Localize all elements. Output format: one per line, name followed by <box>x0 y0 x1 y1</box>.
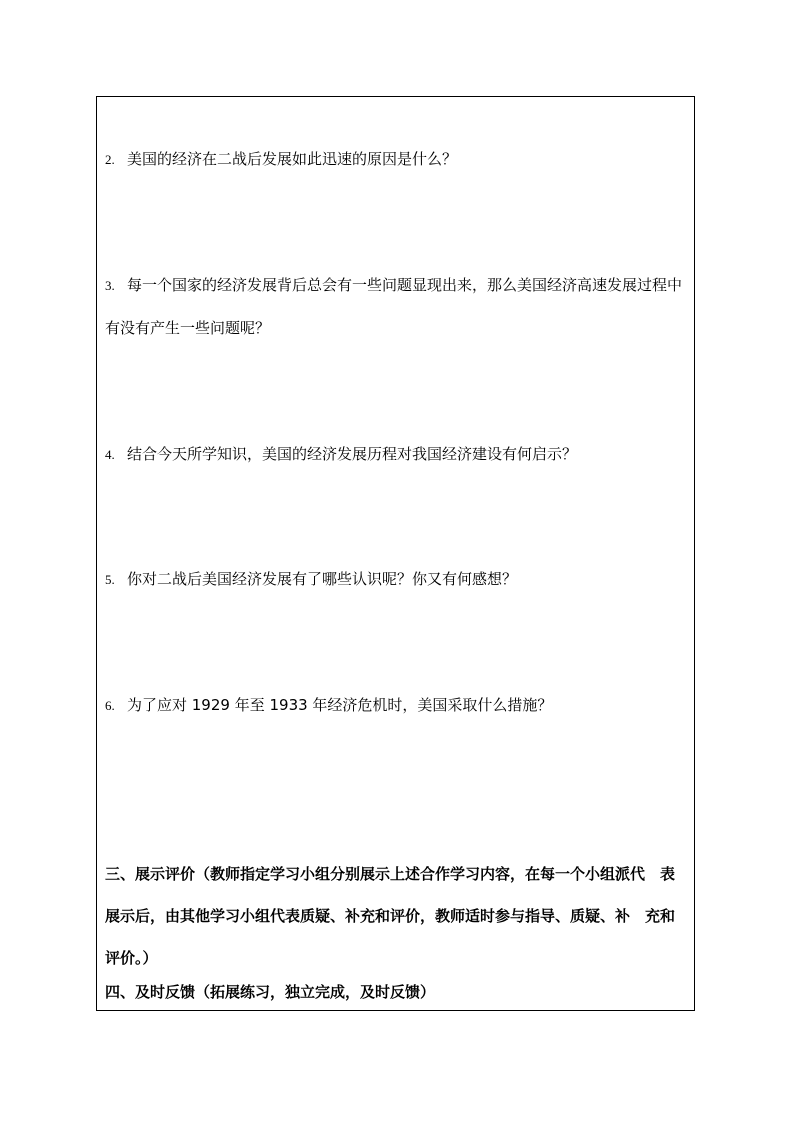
section-3-heading <box>105 853 690 979</box>
question-text: 美国的经济在二战后发展如此迅速的原因是什么？ <box>127 150 458 168</box>
question-number: 5. <box>105 572 115 587</box>
worksheet-table-cell <box>96 96 695 1011</box>
question-number: 6. <box>105 698 115 713</box>
question-number: 2. <box>105 152 115 167</box>
question-number: 4. <box>105 447 115 462</box>
section-3-line-1: 三、展示评价（教师指定学习小组分别展示上述合作学习内容，在每一个小组派代 表 <box>105 865 676 883</box>
section-4-heading: 四、及时反馈（拓展练习，独立完成，及时反馈） <box>105 983 436 1001</box>
question-text: 为了应对 1929 年至 1933 年经济危机时，美国采取什么措施？ <box>127 696 553 714</box>
question-4 <box>105 433 688 476</box>
section-3-line-3: 评价。） <box>105 949 158 967</box>
question-6 <box>105 684 688 727</box>
question-3 <box>105 264 688 349</box>
question-text: 你对二战后美国经济发展有了哪些认识呢？你又有何感想？ <box>127 570 518 588</box>
question-5 <box>105 558 688 601</box>
question-2 <box>105 138 688 181</box>
question-number: 3. <box>105 278 115 293</box>
question-text: 结合今天所学知识，美国的经济发展历程对我国经济建设有何启示？ <box>127 445 578 463</box>
question-text: 每一个国家的经济发展背后总会有一些问题显现出来，那么美国经济高速发展过程中有没有产生一些问题呢？ <box>105 276 683 337</box>
section-3-line-2: 展示后，由其他学习小组代表质疑、补充和评价，教师适时参与指导、质疑、补 充和 <box>105 907 676 925</box>
